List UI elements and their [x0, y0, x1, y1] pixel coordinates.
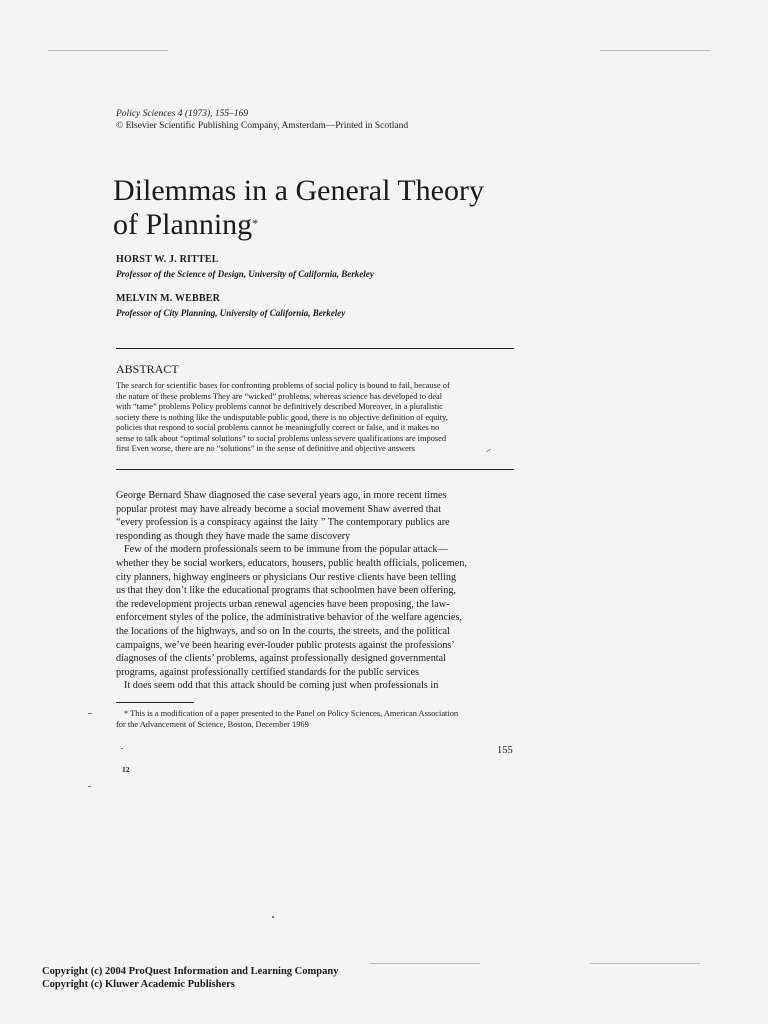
- abstract-line: policies that respond to social problems cannot be meaningfully correct or false, and it makes no: [116, 423, 440, 432]
- body-line: responding as though they have made the same discovery: [116, 530, 351, 542]
- scan-speck: [121, 748, 123, 749]
- body-line: city planners, highway engineers or physicians Our restive clients have been telling: [116, 571, 457, 583]
- copyright-notice: [42, 965, 338, 991]
- scan-speck: [88, 713, 92, 714]
- journal-citation: Policy Sciences 4 (1973), 155–169: [116, 109, 249, 119]
- abstract-top-rule: [116, 348, 514, 349]
- body-line: whether they be social workers, educators, housers, public health officials, policemen,: [116, 557, 467, 569]
- footnote-line-2: for the Advancement of Science, Boston, December 1969: [116, 720, 309, 729]
- body-line: George Bernard Shaw diagnosed the case several years ago, in more recent times: [116, 490, 447, 501]
- scan-speck: [272, 916, 274, 918]
- body-line: the redevelopment projects urban renewal agencies have been proposing, the law-: [116, 598, 450, 610]
- scan-edge-mark: [48, 50, 168, 51]
- body-line: diagnoses of the clients’ problems, against professionally designed governmental: [116, 653, 446, 665]
- body-line: “every profession is a conspiracy against the laity ” The contemporary publics are: [116, 517, 450, 529]
- body-line: popular protest may have already become a social movement Shaw averred that: [116, 503, 442, 515]
- scan-edge-mark: [590, 963, 700, 964]
- body-line: us that they don’t like the educational programs that schoolmen have been offering,: [116, 585, 456, 597]
- body-line: the locations of the highways, and so on In the courts, the streets, and the political: [116, 625, 450, 637]
- abstract-line: first Even worse, there are no “solutions” in the sense of definitive and objective answers: [116, 444, 415, 453]
- author-affiliation-1: Professor of the Science of Design, University of California, Berkeley: [116, 269, 374, 279]
- abstract-line: society there is nothing like the undisputable public good, there is no objective definition of equity,: [116, 412, 448, 422]
- publisher-line: © Elsevier Scientific Publishing Company, Amsterdam—Printed in Scotland: [116, 121, 409, 131]
- scan-edge-mark: [600, 50, 710, 51]
- body-line: It does seem odd that this attack should be coming just when professionals in: [124, 680, 439, 692]
- author-name-2: MELVIN M. WEBBER: [116, 293, 221, 304]
- title-line-1: Dilemmas in a General Theory: [113, 174, 484, 207]
- author-affiliation-2: Professor of City Planning, University of California, Berkeley: [116, 308, 346, 318]
- body-line: campaigns, we’ve been hearing ever-louder public protests against the professions’: [116, 639, 455, 651]
- body-text: [116, 489, 516, 693]
- abstract-heading: ABSTRACT: [116, 362, 179, 376]
- body-line: programs, against professionally certified standards for the public services: [116, 666, 419, 678]
- author-name-1: HORST W. J. RITTEL: [116, 254, 219, 265]
- signature-mark: 12: [122, 765, 130, 774]
- body-line: enforcement styles of the police, the administrative behavior of the welfare agencies,: [116, 612, 462, 624]
- footnote-line-1: * This is a modification of a paper presented to the Panel on Policy Sciences, American Association: [124, 709, 459, 718]
- article-title: [113, 174, 533, 242]
- copyright-line-2: Copyright (c) Kluwer Academic Publishers: [42, 979, 235, 990]
- abstract-bottom-rule: [116, 469, 514, 470]
- abstract-line: The search for scientific bases for confronting problems of social policy is bound to fail, because of: [116, 381, 450, 390]
- scan-speck: [88, 786, 91, 787]
- abstract-body: [116, 381, 516, 455]
- footnote: [116, 708, 516, 730]
- page-number: 155: [497, 745, 513, 756]
- abstract-line: sense to talk about “optimal solutions” to social problems unless severe qualifications are imposed: [116, 433, 447, 443]
- abstract-line: with “tame” problems Policy problems cannot be definitively described Moreover, in a pluralistic: [116, 402, 443, 411]
- scan-edge-mark: [370, 963, 480, 964]
- footnote-rule: [116, 702, 194, 703]
- title-footnote-marker: *: [252, 216, 259, 230]
- title-line-2: of Planning: [113, 208, 253, 241]
- copyright-line-1: Copyright (c) 2004 ProQuest Information and Learning Company: [42, 966, 339, 977]
- journal-header: [116, 108, 408, 132]
- abstract-line: the nature of these problems They are “wicked” problems, whereas science has developed to deal: [116, 391, 443, 401]
- body-line: Few of the modern professionals seem to be immune from the popular attack—: [124, 544, 448, 556]
